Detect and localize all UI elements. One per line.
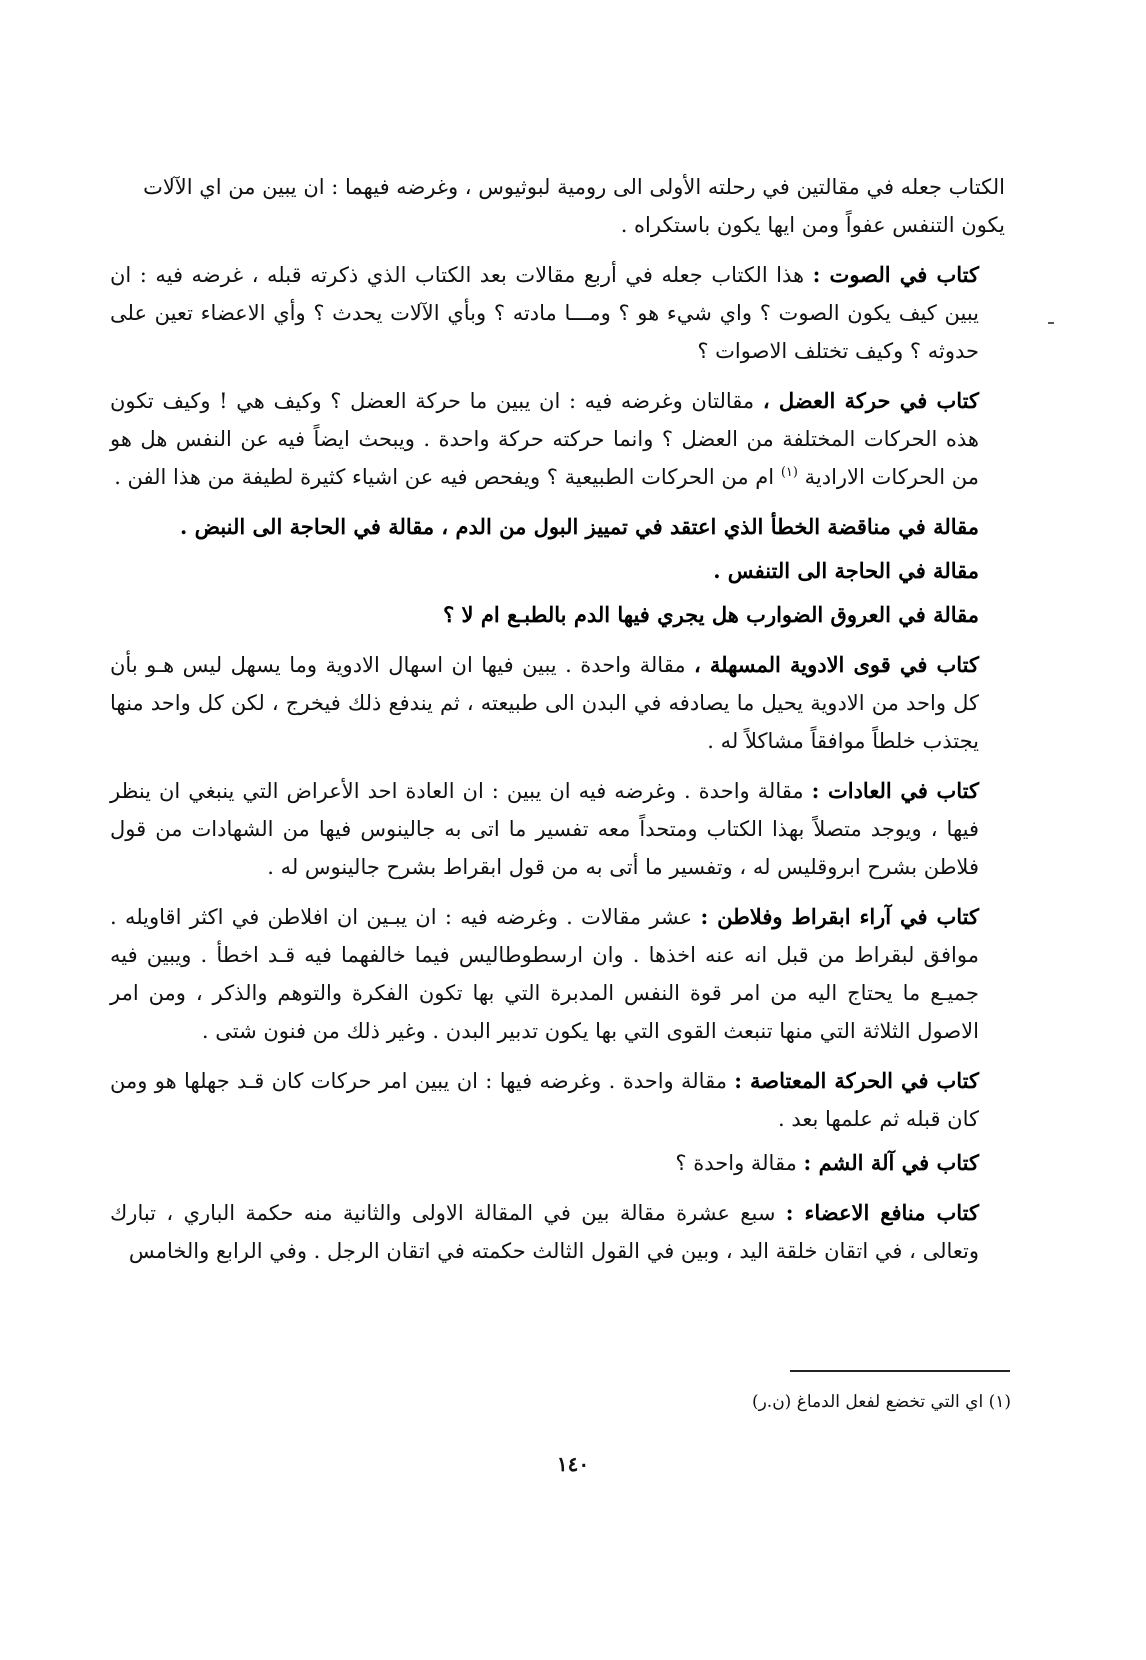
heading-muscle: كتاب في حركة العضل ، bbox=[762, 388, 980, 413]
intro-paragraph bbox=[110, 168, 1005, 244]
main-text bbox=[110, 168, 1005, 1282]
body-habits: مقالة واحدة . وغرضه فيه ان يبين : ان العادة احد الأعراض التي ينبغي ان ينظر فيها ، ويوجد متصلاً بهذا الكتاب ومتحداً معه تفسير ما اتى به جالينوس فيها من الشهادات من قول فلاطن بشرح ابروقليس له ، وتفسير ما أتى به من قول ابقراط بشرح جالينوس له . bbox=[110, 779, 979, 879]
paragraph-habits bbox=[110, 772, 1005, 886]
body-smell: مقالة واحدة ؟ bbox=[675, 1151, 804, 1175]
paragraph-drugs bbox=[110, 646, 1005, 760]
body-opinions: عشر مقالات . وغرضه فيه : ان يبـين ان افلاطن في اكثر اقاويله . موافق لبقراط من قبل انه عنه اخذها . وان ارسطوطاليس فيما خالفهما فيه قـد اخطأ . ويبين فيه جميـع ما يحتاج اليه من امر قوة النفس المدبرة التي بها تكون الفكرة والتوهم والذكر ، ومن امر الاصول الثلاثة التي منها تنبعث القوى التي بها يكون تدبير البدن . وغير ذلك من فنون شتى . bbox=[110, 905, 979, 1043]
page-number: ١٤٠ bbox=[556, 1452, 590, 1476]
body-muscle-a: مقالتان وغرضه فيه : ان يبين ما حركة العضل ؟ وكيف هي ! وكيف تكون هذه الحركات المختلفة من العضل ؟ وانما حركته حركة واحدة . ويبحث ايضاً فيه عن النفس هل هو من الحركات الارادية bbox=[110, 389, 979, 489]
maqala-item: مقالة في العروق الضوارب هل يجري فيها الدم بالطبـع ام لا ؟ bbox=[443, 602, 979, 627]
maqala-item: مقالة في الحاجة الى التنفس . bbox=[713, 558, 979, 583]
paragraph-opinions bbox=[110, 898, 1005, 1050]
intro-line-1: الكتاب جعله في مقالتين في رحلته الأولى الى رومية لبوثيوس ، وغرضه فيهما : ان يبين من اي الآلات bbox=[143, 175, 1005, 199]
footnote-divider bbox=[790, 1370, 1010, 1372]
heading-habits: كتاب في العادات : bbox=[811, 778, 979, 803]
paragraph-voice bbox=[110, 256, 1005, 370]
heading-voice: كتاب في الصوت : bbox=[812, 262, 979, 287]
heading-opinions: كتاب في آراء ابقراط وفلاطن : bbox=[700, 904, 979, 929]
margin-mark bbox=[1048, 322, 1054, 324]
body-drugs: مقالة واحدة . يبين فيها ان اسهال الادوية وما يسهل ليس هـو بأن كل واحد من الادوية يحيل ما يصادفه في البدن الى طبيعته ، ثم يندفع ذلك فيخرج ، لكن كل واحد منها يجتذب خلطاً موافقاً مشاكلاً له . bbox=[110, 653, 979, 753]
heading-motion: كتاب في الحركة المعتاصة : bbox=[734, 1068, 979, 1093]
body-voice: هذا الكتاب جعله في أربع مقالات بعد الكتاب الذي ذكرته قبله ، غرضه فيه : ان يبين كيف يكون الصوت ؟ واي شيء هو ؟ ومـــا مادته ؟ وبأي الآلات يحدث ؟ وأي الاعضاء تعين على حدوثه ؟ وكيف تختلف الاصوات ؟ bbox=[110, 263, 980, 363]
body-organs: سبع عشرة مقالة بين في المقالة الاولى والثانية منه حكمة الباري ، تبارك وتعالى ، في اتقان خلقة اليد ، وبين في القول الثالث حكمته في اتقان الرجل . وفي الرابع والخامس bbox=[110, 1201, 979, 1263]
intro-line-2: يكون التنفس عفواً ومن ايها يكون باستكراه . bbox=[620, 213, 1005, 237]
heading-organs: كتاب منافع الاعضاء : bbox=[785, 1200, 979, 1225]
footnote-reference: (١) bbox=[780, 465, 798, 480]
heading-drugs: كتاب في قوى الادوية المسهلة ، bbox=[694, 652, 980, 677]
paragraph-smell bbox=[110, 1144, 1005, 1182]
maqala-item: مقالة في مناقضة الخطأ الذي اعتقد في تمييز البول من الدم ، مقالة في الحاجة الى النبض . bbox=[179, 514, 979, 539]
footnote: (١) اي التي تخضع لفعل الدماغ (ن.ر) bbox=[751, 1392, 1011, 1412]
body-motion: مقالة واحدة . وغرضه فيها : ان يبين امر حركات كان قـد جهلها هو ومن كان قبله ثم علمها بعد . bbox=[110, 1069, 979, 1131]
paragraph-organs bbox=[110, 1194, 1005, 1270]
paragraph-muscle bbox=[110, 382, 1005, 496]
heading-smell: كتاب في آلة الشم : bbox=[803, 1150, 979, 1175]
body-muscle-b: ام من الحركات الطبيعية ؟ ويفحص فيه عن اشياء كثيرة لطيفة من هذا الفن . bbox=[114, 465, 781, 489]
paragraph-motion bbox=[110, 1062, 1005, 1138]
